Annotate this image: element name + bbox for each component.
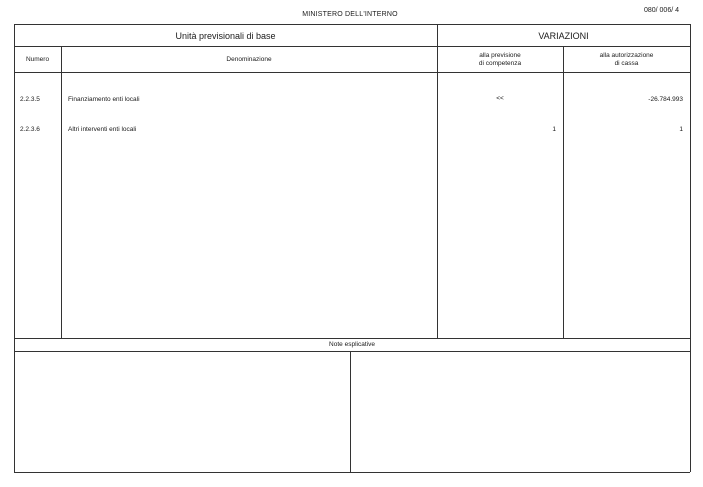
group-header-divider — [14, 46, 690, 47]
column-header-divider — [14, 72, 690, 73]
numero-column-divider — [61, 46, 62, 338]
row-2-numero: 2.2.3.6 — [20, 126, 40, 133]
column-header-numero: Numero — [25, 56, 50, 63]
column-header-cassa-line2: di cassa — [614, 60, 639, 67]
column-header-competenza-line1: alla previsione — [479, 52, 521, 59]
page-code: 080/ 006/ 4 — [643, 7, 679, 14]
row-1-denominazione: Finanziamento enti locali — [68, 96, 140, 103]
column-header-denominazione: Denominazione — [226, 56, 272, 63]
frame-left-border — [14, 24, 15, 472]
frame-top-border — [14, 24, 690, 25]
row-1-numero: 2.2.3.5 — [20, 96, 40, 103]
variazioni-section-divider — [437, 24, 438, 338]
column-header-competenza-line2: di competenza — [478, 60, 522, 67]
column-header-cassa-line1: alla autorizzazione — [599, 52, 654, 59]
group-header-unita: Unità previsionali di base — [175, 31, 276, 41]
row-1-competenza: << — [496, 95, 504, 102]
notes-title: Note esplicative — [329, 341, 375, 348]
group-header-variazioni: VARIAZIONI — [538, 31, 589, 41]
ministry-title: MINISTERO DELL'INTERNO — [302, 11, 398, 18]
column-header-competenza — [437, 52, 563, 68]
frame-right-border — [690, 24, 691, 472]
row-2-competenza: 1 — [552, 126, 556, 133]
notes-top-border — [14, 338, 690, 339]
frame-bottom-border — [14, 472, 690, 473]
cassa-column-divider — [563, 46, 564, 338]
row-2-cassa: 1 — [679, 126, 683, 133]
column-header-cassa — [563, 52, 690, 68]
notes-column-divider — [350, 351, 351, 472]
row-1-cassa: -26.784.993 — [648, 96, 683, 103]
row-2-denominazione: Altri interventi enti locali — [68, 126, 137, 133]
notes-title-divider — [14, 351, 690, 352]
